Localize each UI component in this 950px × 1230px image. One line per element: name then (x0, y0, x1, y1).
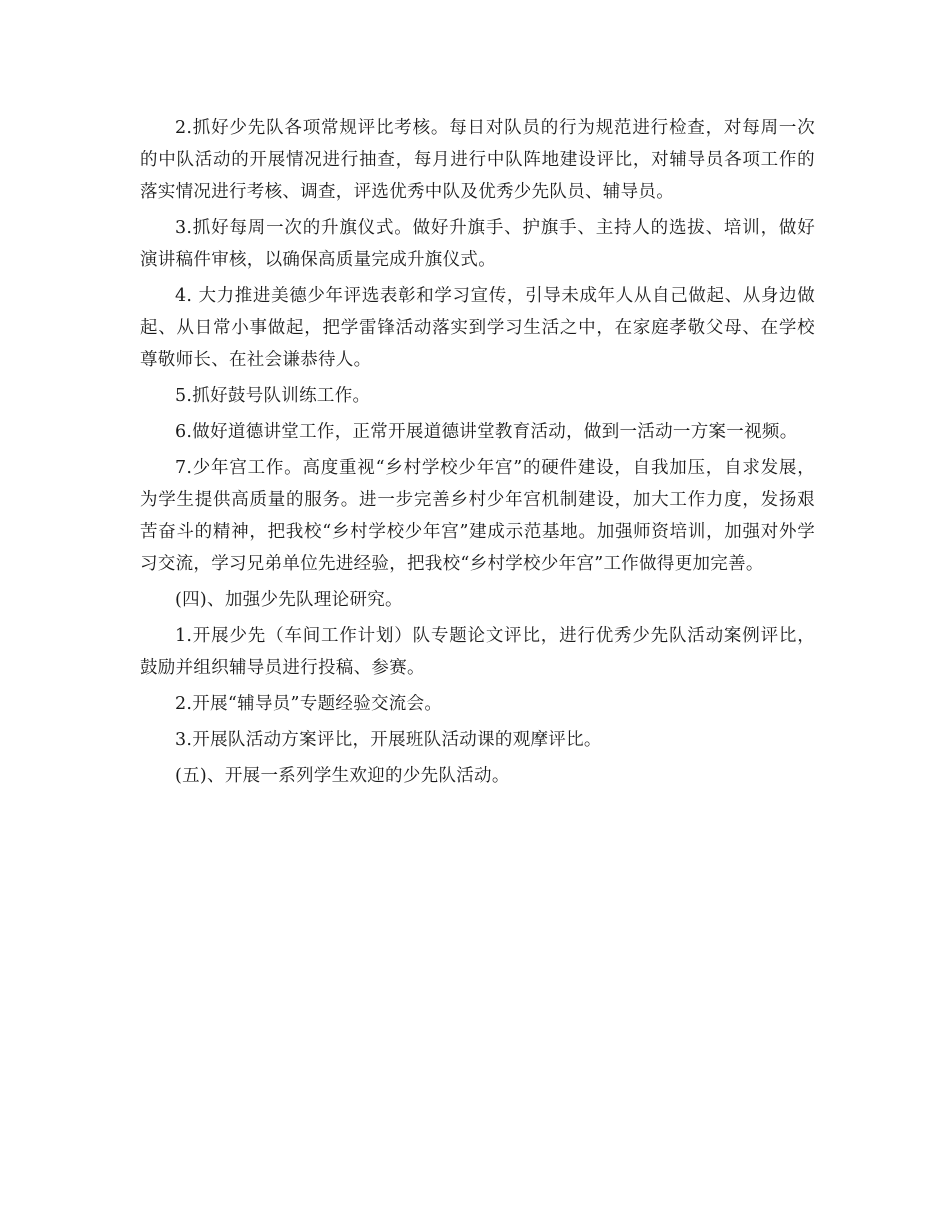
paragraph-theory-1: 1.开展少先（车间工作计划）队专题论文评比，进行优秀少先队活动案例评比，鼓励并组织辅导员进行投稿、参赛。 (140, 626, 815, 678)
paragraph-item-5: 5.抓好鼓号队训练工作。 (175, 386, 371, 406)
paragraph-theory-3: 3.开展队活动方案评比，开展班队活动课的观摩评比。 (175, 730, 602, 750)
paragraph-theory-2: 2.开展“辅导员”专题经验交流会。 (175, 694, 443, 714)
paragraph-item-3: 3.抓好每周一次的升旗仪式。做好升旗手、护旗手、主持人的选拔、培训，做好演讲稿件审核，以确保高质量完成升旗仪式。 (140, 218, 815, 270)
paragraph-item-7: 7.少年宫工作。高度重视“乡村学校少年宫”的硬件建设，自我加压，自求发展，为学生提供高质量的服务。进一步完善乡村少年宫机制建设，加大工作力度，发扬艰苦奋斗的精神，把我校“乡村学校少年宫”建成示范基地。加强师资培训，加强对外学习交流，学习兄弟单位先进经验，把我校“乡村学校少年宫”工作做得更加完善。 (140, 458, 815, 574)
paragraph-item-4: 4. 大力推进美德少年评选表彰和学习宣传，引导未成年人从自己做起、从身边做起、从日常小事做起，把学雷锋活动落实到学习生活之中，在家庭孝敬父母、在学校尊敬师长、在社会谦恭待人。 (140, 286, 815, 370)
paragraph-item-2: 2.抓好少先队各项常规评比考核。每日对队员的行为规范进行检查，对每周一次的中队活动的开展情况进行抽查，每月进行中队阵地建设评比，对辅导员各项工作的落实情况进行考核、调查，评选优秀中队及优秀少先队员、辅导员。 (140, 118, 815, 202)
document-body (140, 112, 815, 796)
section-heading-4: (四)、加强少先队理论研究。 (175, 590, 403, 610)
paragraph-item-6: 6.做好道德讲堂工作，正常开展道德讲堂教育活动，做到一活动一方案一视频。 (175, 422, 798, 442)
section-heading-5: (五)、开展一系列学生欢迎的少先队活动。 (175, 766, 510, 786)
